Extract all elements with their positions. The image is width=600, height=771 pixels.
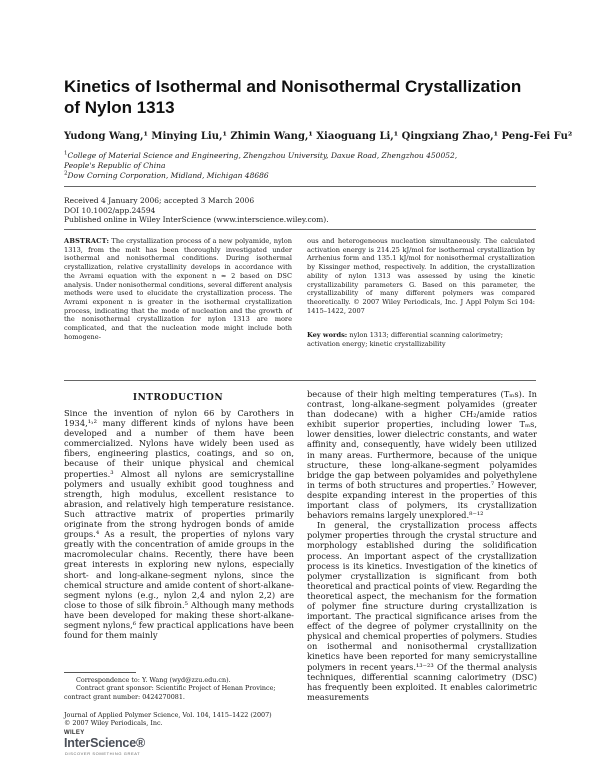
divider-abstract-bottom	[64, 380, 536, 381]
logo-brand-text: InterScience®	[64, 736, 145, 750]
doi: DOI 10.1002/app.24594	[64, 205, 156, 215]
divider-top	[64, 186, 536, 187]
abstract-text-2: ous and heterogeneous nucleation simultaneously. The calculated activation energy is 214.25 kJ/mol for isothermal crystallization by Arrhenius form and 135.1 kJ/mol for nonisothermal crystallization by Kissinger method, respectively. In addition, the crystallization ability of nylon 1313 was assessed by using the kinetic crystallizability parameters G. Based on this parameter, the crystallizability of many different polymers was compared theoretically. © 2007 Wiley Periodicals, Inc. J Appl Polym Sci 104: 1415–1422, 2007	[307, 237, 535, 315]
affiliation-2-number: 2	[64, 170, 68, 177]
affiliation-2	[64, 171, 524, 181]
author-list: Yudong Wang,¹ Minying Liu,¹ Zhimin Wang,¹ Xiaoguang Li,¹ Qingxiang Zhao,¹ Peng-Fei Fu²	[64, 131, 573, 142]
abstract-label: ABSTRACT:	[64, 237, 110, 245]
logo-wiley-text: WILEY	[64, 730, 85, 736]
paper-title: Kinetics of Isothermal and Nonisothermal Crystallization of Nylon 1313	[64, 77, 522, 117]
footnote	[64, 676, 292, 701]
journal-citation	[64, 711, 314, 728]
intro-right-column	[307, 389, 537, 702]
journal-line-1: Journal of Applied Polymer Science, Vol. 104, 1415–1422 (2007)	[64, 711, 272, 719]
logo-tagline: DISCOVER SOMETHING GREAT	[65, 751, 141, 756]
affiliation-2-line1: Dow Corning Corporation, Midland, Michigan 48686	[67, 171, 269, 180]
abstract-column-2	[307, 237, 535, 315]
publication-history	[64, 196, 534, 225]
published-online: Published online in Wiley InterScience (www.interscience.wiley.com).	[64, 215, 329, 224]
keywords-label: Key words:	[307, 331, 348, 339]
keywords-text: nylon 1313; differential scanning calorimetry; activation energy; kinetic crystallizability	[307, 331, 503, 348]
journal-line-2: © 2007 Wiley Periodicals, Inc.	[64, 719, 163, 728]
affiliation-1-line1: College of Material Science and Engineering, Zhengzhou University, Daxue Road, Zhengzhou 450052,	[67, 151, 458, 160]
affiliation-1-number: 1	[64, 150, 68, 157]
intro-paragraph-2: In general, the crystallization process affects polymer properties through the crystal structure and morphology established during the solidification process. An important aspect of the crystallization process is its kinetics. Investigation of the kinetics of polymer crystallization is significant from both theoretical and practical points of view. Regarding the theoretical aspect, the mechanism for the formation of polymer fine structure during crystallization is important. The practical significance arises from the effect of the degree of polymer crystallinity on the physical and chemical properties of polymers. Studies on isothermal and nonisothermal crystallization kinetics have been reported for many semicrystalline polymers in recent years.¹³⁻²³ Of the thermal analysis techniques, differential scanning calorimetry (DSC) has frequently been exploited. It enables calorimetric measurements	[307, 520, 537, 702]
footnote-rule	[64, 672, 136, 673]
wiley-interscience-logo	[64, 730, 214, 758]
correspondence: Correspondence to: Y. Wang (wyd@zzu.edu.cn).	[76, 676, 231, 684]
affiliation-1-line2: People's Republic of China	[64, 160, 166, 170]
grant-info: Contract grant sponsor: Scientific Project of Henan Province; contract grant number: 0424270081.	[64, 684, 276, 701]
abstract-text-1: The crystallization process of a new polyamide, nylon 1313, from the melt has been thoroughly investigated under isothermal and nonisothermal conditions. During isothermal crystallization, relative crystallinity develops in accordance with the Avrami equation with the exponent n ≈ 2 based on DSC analysis. Under nonisothermal conditions, several different analysis methods were used to elucidate the crystallization process. The Avrami exponent n is greater in the isothermal crystallization process, indicating that the mode of nucleation and the growth of the nonisothermal crystallization for nylon 1313 are more complicated, and that the nucleation mode might include both homogene-	[64, 237, 292, 341]
intro-paragraph-continued: because of their high melting temperatures (Tₘs). In contrast, long-alkane-segment polyamides (greater than dodecane) with a higher CH₂/amide ratios exhibit superior properties, including lower Tₘs, lower densities, lower dielectric constants, and water affinity and, consequently, have widely been utilized in many areas. Furthermore, because of the unique structure, these long-alkane-segment polyamides bridge the gap between polyamides and polyethylene in terms of both structures and properties.⁷ However, despite expanding interest in the properties of this important class of polymers, its crystallization behaviors remains largely unexplored.⁸⁻¹²	[307, 389, 537, 521]
received-date: Received 4 January 2006; accepted 3 March 2006	[64, 196, 255, 205]
affiliation-1	[64, 151, 524, 170]
divider-abstract-top	[64, 229, 536, 230]
intro-left-column	[64, 408, 294, 640]
introduction-heading: INTRODUCTION	[132, 393, 224, 403]
intro-paragraph-1: Since the invention of nylon 66 by Carothers in 1934,¹˒² many different kinds of nylons have been developed and a number of them have been commercialized. Nylons have widely been used as fibers, engineering plastics, coatings, and so on, because of their unique physical and chemical properties.³ Almost all nylons are semicrystalline polymers and usually exhibit good toughness and strength, high modulus, excellent resistance to abrasion, and relatively high temperature resistance. Such attractive matrix of properties primarily originate from the strong hydrogen bonds of amide groups.⁴ As a result, the properties of nylons vary greatly with the concentration of amide groups in the macromolecular chains. Recently, there have been great interests in exploring new nylons, especially short- and long-alkane-segment nylons, since the chemical structure and amide content of short-alkane-segment nylons (e.g., nylon 2,4 and nylon 2,2) are close to those of silk fibroin.⁵ Although many methods have been developed for making these short-alkane-segment nylons,⁶ few practical applications have been found for them mainly	[64, 408, 294, 641]
keywords	[307, 331, 535, 348]
abstract-column-1	[64, 237, 292, 341]
